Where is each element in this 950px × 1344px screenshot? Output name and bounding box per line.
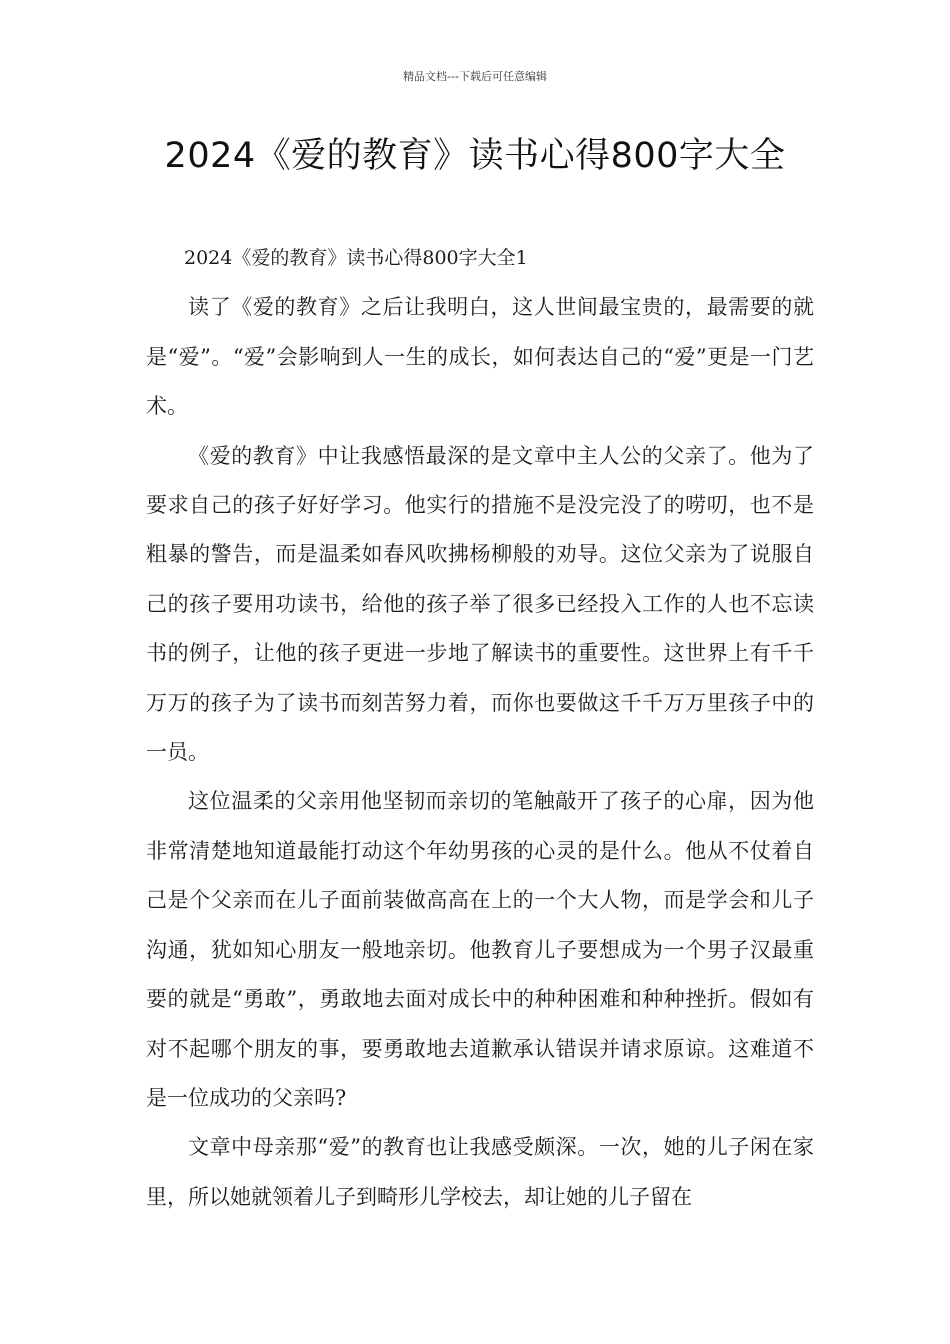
section-subtitle: 2024《爱的教育》读书心得800字大全1 [184,247,528,269]
paragraph-1: 读了《爱的教育》之后让我明白，这人世间最宝贵的，最需要的就是“爱”。“爱”会影响到人一生的成长，如何表达自己的“爱”更是一门艺术。 [146,295,814,419]
header-note: 精品文档---下载后可任意编辑 [403,70,547,83]
paragraph-3: 这位温柔的父亲用他坚韧而亲切的笔触敲开了孩子的心扉，因为他非常清楚地知道最能打动这个年幼男孩的心灵的是什么。他从不仗着自己是个父亲而在儿子面前装做高高在上的一个大人物，而是学会和儿子沟通，犹如知心朋友一般地亲切。他教育儿子要想成为一个男子汉最重要的就是“勇敢”，勇敢地去面对成长中的种种困难和种种挫折。假如有对不起哪个朋友的事，要勇敢地去道歉承认错误并请求原谅。这难道不是一位成功的父亲吗? [146,789,814,1110]
document-body [146,234,814,1222]
paragraph-2: 《爱的教育》中让我感悟最深的是文章中主人公的父亲了。他为了要求自己的孩子好好学习。他实行的措施不是没完没了的唠叨，也不是粗暴的警告，而是温柔如春风吹拂杨柳般的劝导。这位父亲为了说服自己的孩子要用功读书，给他的孩子举了很多已经投入工作的人也不忘读书的例子，让他的孩子更进一步地了解读书的重要性。这世界上有千千万万的孩子为了读书而刻苦努力着，而你也要做这千千万万里孩子中的一员。 [146,443,814,765]
paragraph-4: 文章中母亲那“爱”的教育也让我感受颇深。一次，她的儿子闲在家里，所以她就领着儿子到畸形儿学校去，却让她的儿子留在 [146,1135,814,1209]
document-title: 2024《爱的教育》读书心得800字大全 [164,136,786,176]
